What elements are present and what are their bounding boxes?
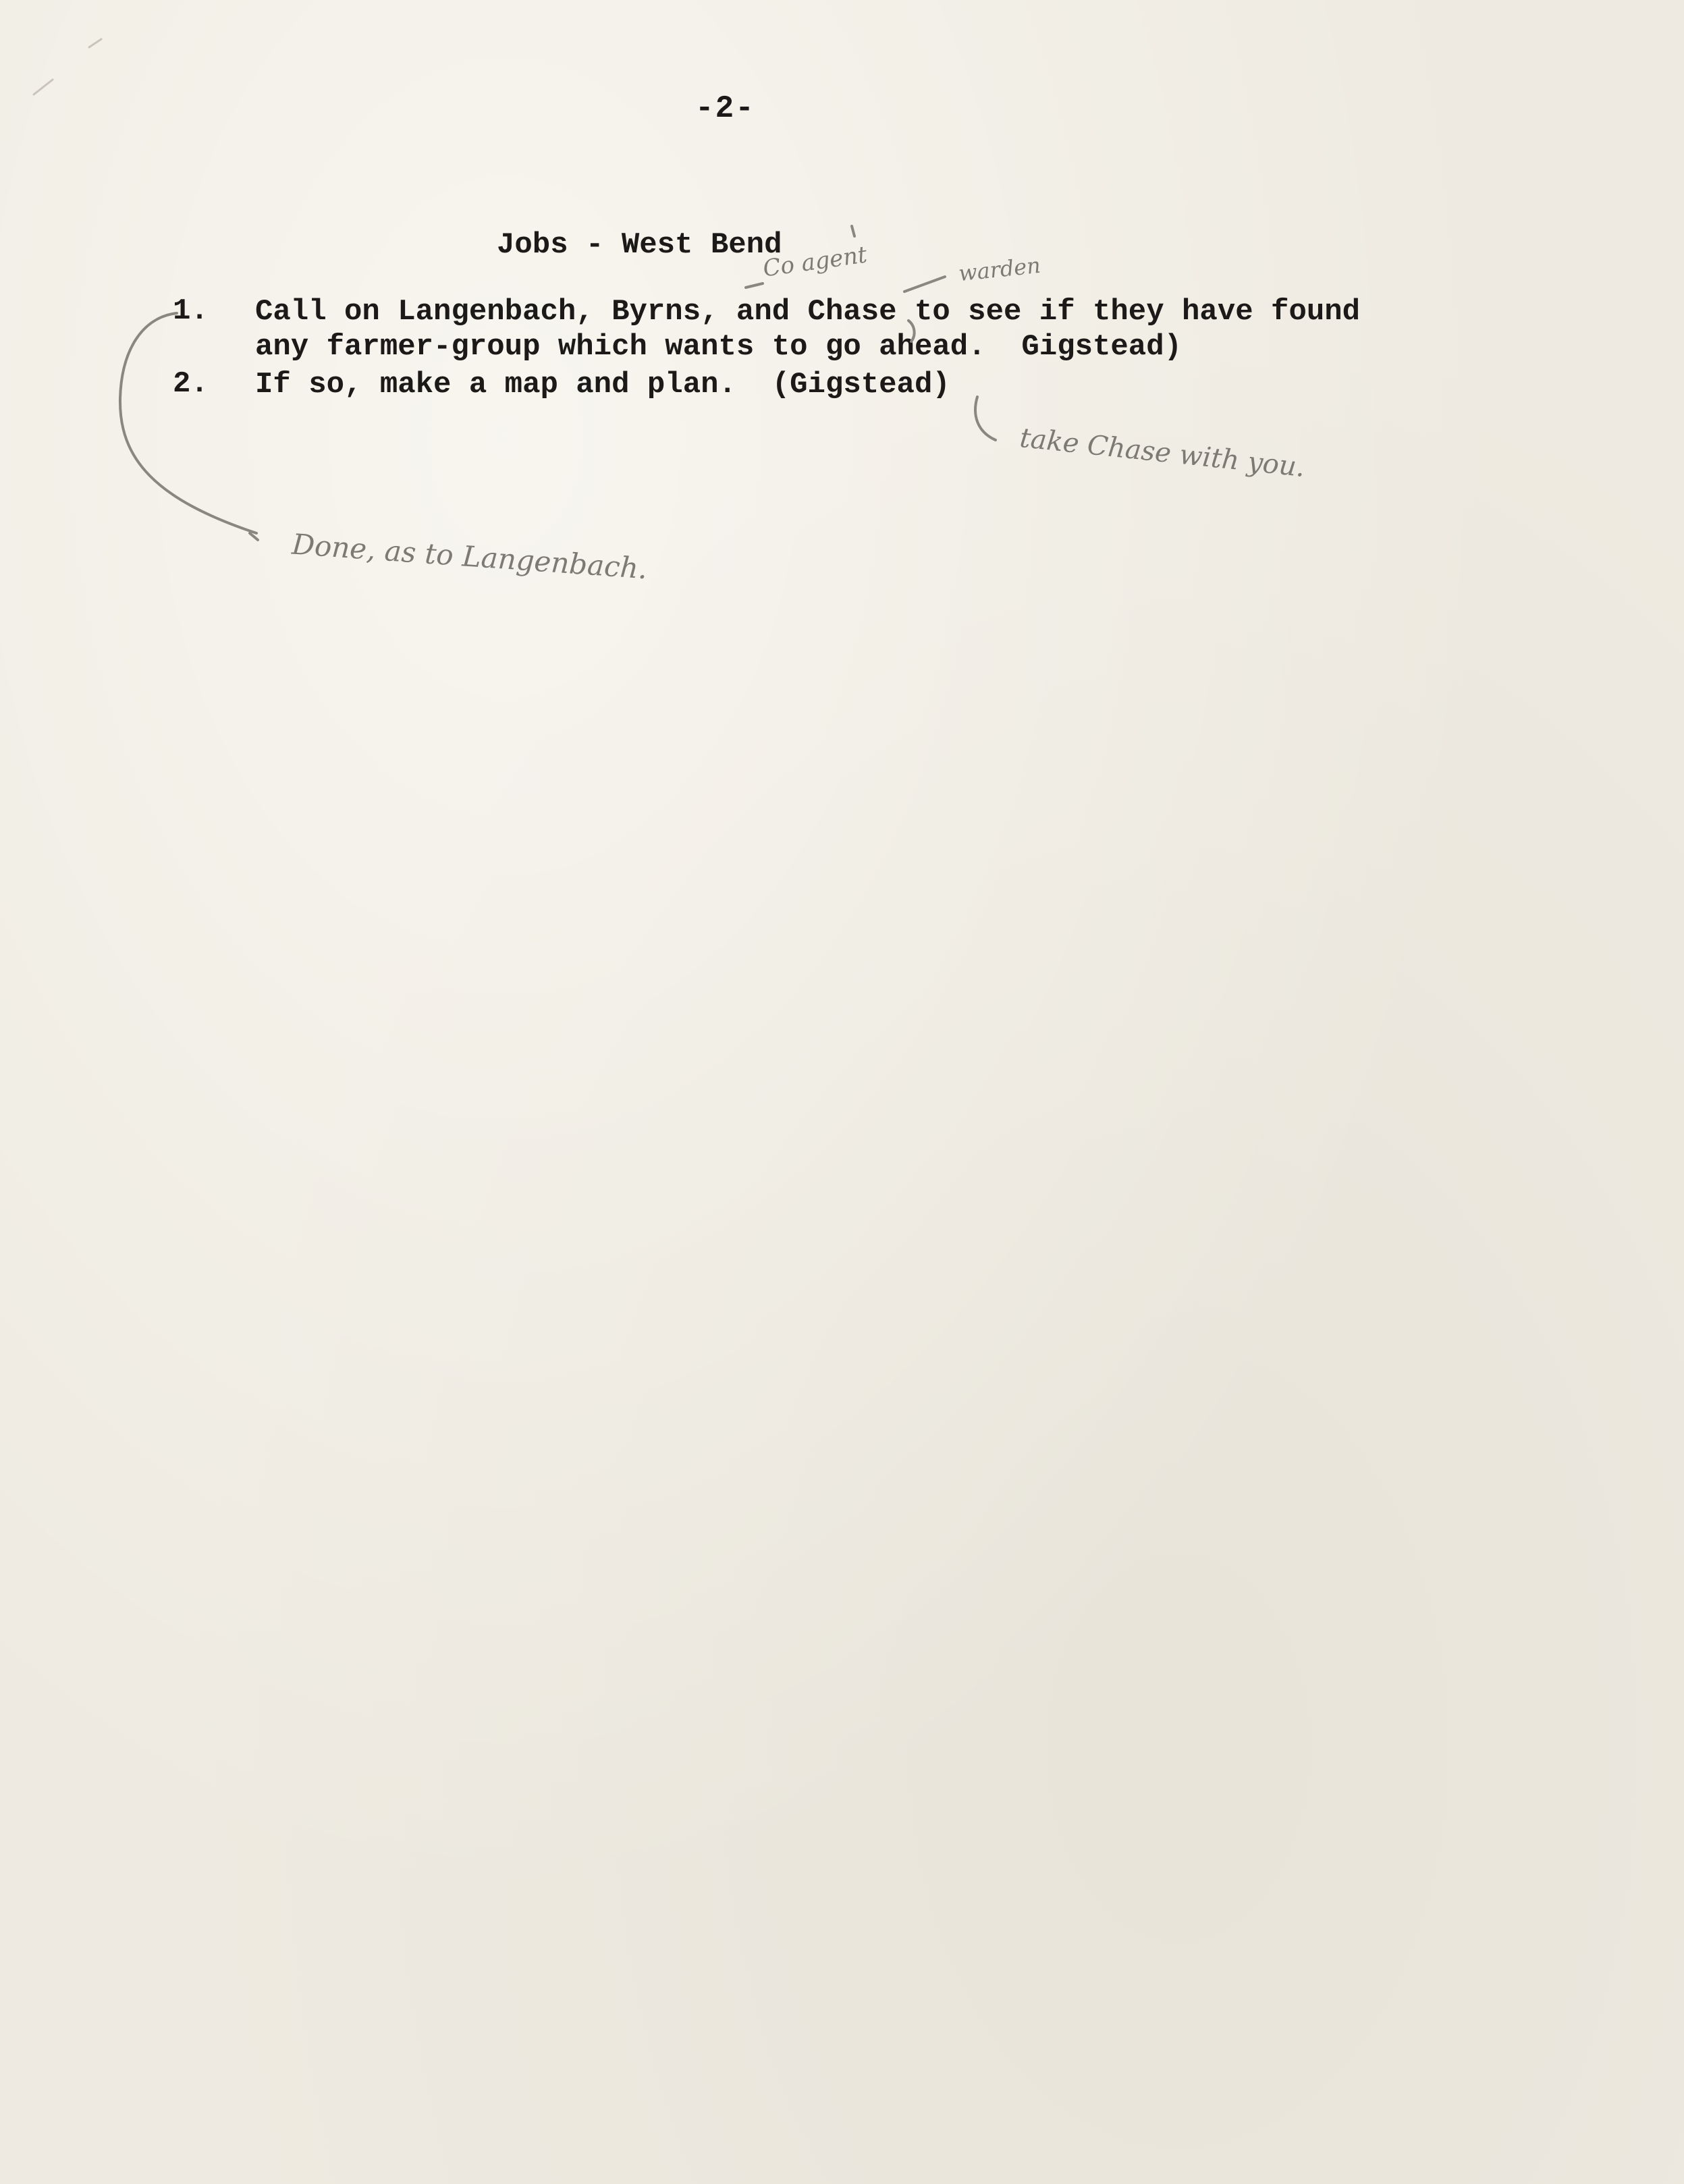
page-number: -2- [695,91,755,126]
annotation-take-chase: take Chase with you. [1018,422,1307,484]
caret-chase [904,277,945,292]
annotation-done-langenbach: Done, as to Langenbach. [290,527,649,586]
bracket-curve [120,313,256,533]
item-1-line-1: Call on Langenbach, Byrns, and Chase to see if they have found [255,295,1361,329]
smudge-mark [34,80,53,94]
section-heading: Jobs - West Bend [497,228,782,262]
correction-go [908,321,915,342]
connector-gigstead [975,397,996,440]
annotation-co-agent: Co agent [761,241,869,283]
item-2-line-1: If so, make a map and plan. (Gigstead) [255,368,950,402]
caret-byrns [746,283,763,288]
tick-mark [852,226,854,236]
item-1-number: 1. [173,294,209,328]
item-2-number: 2. [173,367,209,401]
annotation-warden: warden [957,252,1042,287]
smudge-mark-2 [89,39,101,47]
item-1-line-2: any farmer-group which wants to go ahead. Gigstead) [255,330,1183,364]
